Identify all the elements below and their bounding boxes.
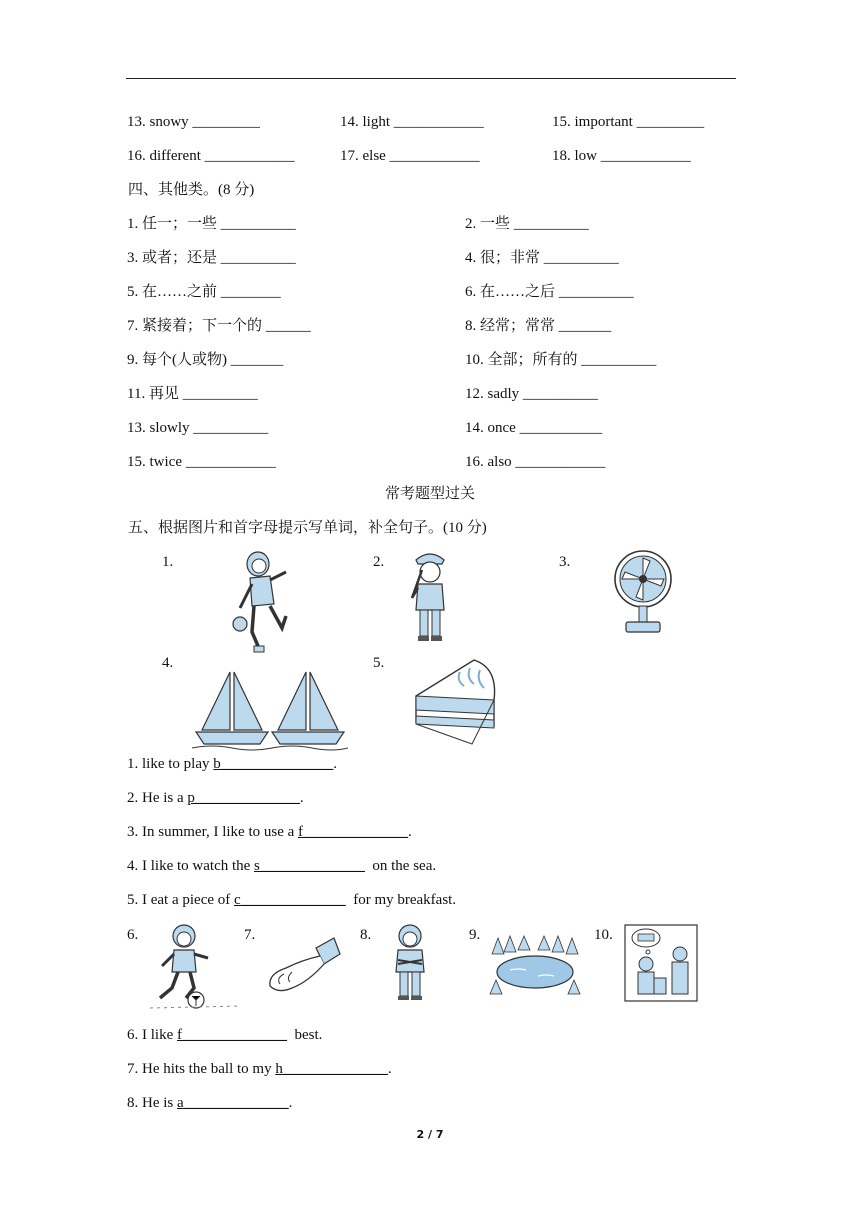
vocab-16: 16. different ____________ (127, 148, 295, 164)
hint-h: h (275, 1061, 283, 1077)
pic-number-3: 3. (559, 554, 571, 570)
fan-picture (612, 548, 674, 636)
s4-item-7: 7. 紧接着；下一个的 ______ (127, 318, 311, 334)
pic-number-10: 10. (594, 927, 613, 943)
s4-item-4: 4. 很；非常 __________ (465, 250, 619, 266)
pic-number-9: 9. (469, 927, 481, 943)
pic-number-7: 7. (244, 927, 256, 943)
hint-f: f (298, 824, 304, 840)
s4-item-9: 9. 每个(人或物) _______ (127, 352, 284, 368)
s4-item-14: 14. once ___________ (465, 420, 603, 436)
subheading: 常考题型过关 (384, 486, 475, 502)
pic-number-8: 8. (360, 927, 372, 943)
football-player-picture (150, 922, 240, 1012)
vocab-15: 15. important _________ (552, 114, 705, 130)
sentence-5: 5. I eat a piece of c______________ for my breakfast. (127, 892, 457, 908)
hand-picture (262, 934, 342, 998)
answer-blank-6[interactable]: ______________ (182, 1027, 287, 1043)
sentence-6: 6. I like f______________ best. (127, 1027, 323, 1043)
hint-p: p (187, 790, 195, 806)
s4-item-6: 6. 在……之后 __________ (465, 284, 634, 300)
section4-title: 四、其他类。(8 分) (128, 182, 255, 198)
sentence-3: 3. In summer, I like to use a f______________. (127, 824, 412, 840)
vocab-18: 18. low ____________ (552, 148, 691, 164)
boy-arms-crossed-picture (388, 922, 432, 1002)
s4-item-8: 8. 经常；常常 _______ (465, 318, 612, 334)
answer-blank-1[interactable]: _______________ (220, 756, 334, 772)
s4-item-12: 12. sadly __________ (465, 386, 598, 402)
answer-blank-8[interactable]: ______________ (183, 1095, 289, 1111)
answer-blank-4[interactable]: ______________ (259, 858, 365, 874)
section5-title: 五、根据图片和首字母提示写单词，补全句子。(10 分) (128, 520, 487, 536)
sentence-2: 2. He is a p______________. (127, 790, 304, 806)
hint-c: c (234, 892, 241, 908)
header-rule (126, 78, 736, 79)
sailboats-picture (192, 668, 348, 752)
boy-basketball-picture (228, 548, 296, 656)
s4-item-10: 10. 全部；所有的 __________ (465, 352, 657, 368)
pic-number-4: 4. (162, 655, 174, 671)
sentence-8: 8. He is a______________. (127, 1095, 293, 1111)
s4-item-11: 11. 再见 __________ (127, 386, 258, 402)
pic-number-1: 1. (162, 554, 174, 570)
answer-blank-3[interactable]: ______________ (303, 824, 409, 840)
hint-a: a (177, 1095, 184, 1111)
thinking-student-picture (624, 924, 698, 1002)
hint-f2: f (177, 1027, 182, 1043)
pic-number-2: 2. (373, 554, 385, 570)
page-number: 2 / 7 (416, 1128, 444, 1141)
vocab-17: 17. else ____________ (340, 148, 480, 164)
sentence-7: 7. He hits the ball to my h______________. (127, 1061, 392, 1077)
s4-item-13: 13. slowly __________ (127, 420, 269, 436)
answer-blank-7[interactable]: ______________ (282, 1061, 388, 1077)
sentence-4: 4. I like to watch the s______________ on the sea. (127, 858, 437, 874)
cake-picture (412, 656, 500, 748)
answer-blank-5[interactable]: ______________ (240, 892, 346, 908)
sentence-1: 1. like to play b_______________. (127, 756, 337, 772)
vocab-13: 13. snowy _________ (127, 114, 260, 130)
s4-item-16: 16. also ____________ (465, 454, 606, 470)
pic-number-5: 5. (373, 655, 385, 671)
hint-s: s (254, 858, 260, 874)
pic-number-6: 6. (127, 927, 139, 943)
s4-item-2: 2. 一些 __________ (465, 216, 589, 232)
s4-item-1: 1. 任一；一些 __________ (127, 216, 296, 232)
vocab-14: 14. light ____________ (340, 114, 484, 130)
s4-item-3: 3. 或者；还是 __________ (127, 250, 296, 266)
answer-blank-2[interactable]: ______________ (194, 790, 300, 806)
lake-picture (488, 934, 582, 1002)
hint-b: b (213, 756, 221, 772)
policeman-picture (408, 548, 452, 644)
s4-item-15: 15. twice ____________ (127, 454, 276, 470)
s4-item-5: 5. 在……之前 ________ (127, 284, 281, 300)
